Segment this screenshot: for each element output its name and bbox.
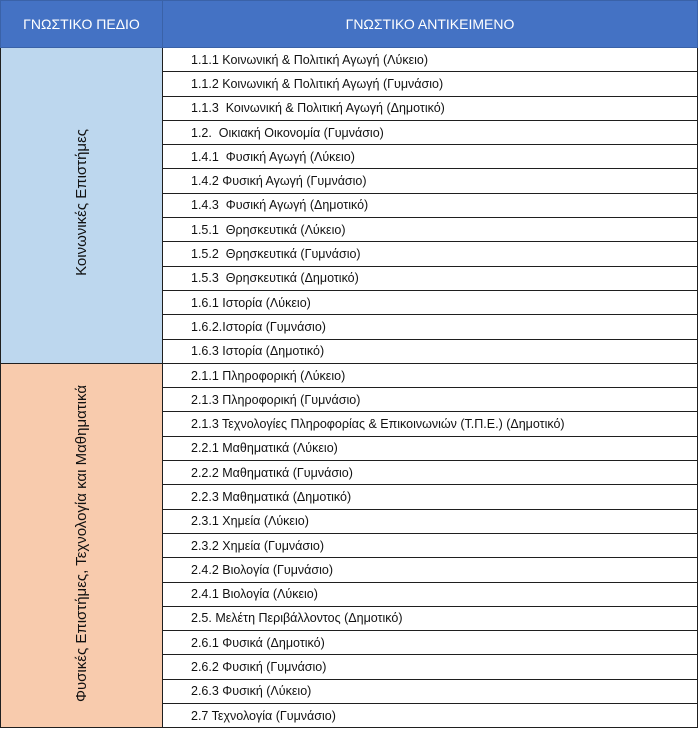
subject-cell: 2.6.2 Φυσική (Γυμνάσιο) xyxy=(163,655,698,679)
subject-cell: 1.4.1 Φυσική Αγωγή (Λύκειο) xyxy=(163,145,698,169)
header-row xyxy=(1,1,698,48)
field-label: Κοινωνικές Επιστήμες xyxy=(73,129,90,277)
subject-cell: 1.6.3 Ιστορία (Δημοτικό) xyxy=(163,339,698,363)
subject-cell: 1.1.1 Κοινωνική & Πολιτική Αγωγή (Λύκειο) xyxy=(163,48,698,72)
subject-cell: 1.1.2 Κοινωνική & Πολιτική Αγωγή (Γυμνάσιο) xyxy=(163,72,698,96)
subject-cell: 1.1.3 Κοινωνική & Πολιτική Αγωγή (Δημοτικό) xyxy=(163,96,698,120)
subject-cell: 1.5.2 Θρησκευτικά (Γυμνάσιο) xyxy=(163,242,698,266)
subject-cell: 1.4.2 Φυσική Αγωγή (Γυμνάσιο) xyxy=(163,169,698,193)
subject-cell: 2.4.1 Βιολογία (Λύκειο) xyxy=(163,582,698,606)
table-row xyxy=(1,363,698,387)
subject-cell: 2.7 Τεχνολογία (Γυμνάσιο) xyxy=(163,704,698,728)
subject-cell: 2.3.1 Χημεία (Λύκειο) xyxy=(163,509,698,533)
subject-cell: 2.1.3 Τεχνολογίες Πληροφορίας & Επικοινωνιών (Τ.Π.Ε.) (Δημοτικό) xyxy=(163,412,698,436)
subject-cell: 1.4.3 Φυσική Αγωγή (Δημοτικό) xyxy=(163,193,698,217)
subject-cell: 1.2. Οικιακή Οικονομία (Γυμνάσιο) xyxy=(163,120,698,144)
subject-cell: 2.1.1 Πληροφορική (Λύκειο) xyxy=(163,363,698,387)
subject-cell: 1.6.1 Ιστορία (Λύκειο) xyxy=(163,290,698,314)
subject-cell: 2.1.3 Πληροφορική (Γυμνάσιο) xyxy=(163,388,698,412)
subject-cell: 2.6.1 Φυσικά (Δημοτικό) xyxy=(163,631,698,655)
field-label: Φυσικές Επιστήμες, Τεχνολογία και Μαθηματικά xyxy=(73,384,90,702)
subject-cell: 2.4.2 Βιολογία (Γυμνάσιο) xyxy=(163,558,698,582)
subject-cell: 2.2.1 Μαθηματικά (Λύκειο) xyxy=(163,436,698,460)
subject-cell: 2.6.3 Φυσική (Λύκειο) xyxy=(163,679,698,703)
table-row xyxy=(1,48,698,72)
field-cell xyxy=(1,363,163,727)
header-field: ΓΝΩΣΤΙΚΟ ΠΕΔΙΟ xyxy=(1,1,163,48)
subject-cell: 2.2.3 Μαθηματικά (Δημοτικό) xyxy=(163,485,698,509)
field-cell xyxy=(1,48,163,364)
header-subject: ΓΝΩΣΤΙΚΟ ΑΝΤΙΚΕΙΜΕΝΟ xyxy=(163,1,698,48)
table-body xyxy=(1,48,698,728)
subject-cell: 2.2.2 Μαθηματικά (Γυμνάσιο) xyxy=(163,461,698,485)
subject-cell: 1.5.3 Θρησκευτικά (Δημοτικό) xyxy=(163,266,698,290)
subject-cell: 2.3.2 Χημεία (Γυμνάσιο) xyxy=(163,533,698,557)
subject-cell: 1.5.1 Θρησκευτικά (Λύκειο) xyxy=(163,218,698,242)
subject-cell: 1.6.2.Ιστορία (Γυμνάσιο) xyxy=(163,315,698,339)
subject-cell: 2.5. Μελέτη Περιβάλλοντος (Δημοτικό) xyxy=(163,606,698,630)
